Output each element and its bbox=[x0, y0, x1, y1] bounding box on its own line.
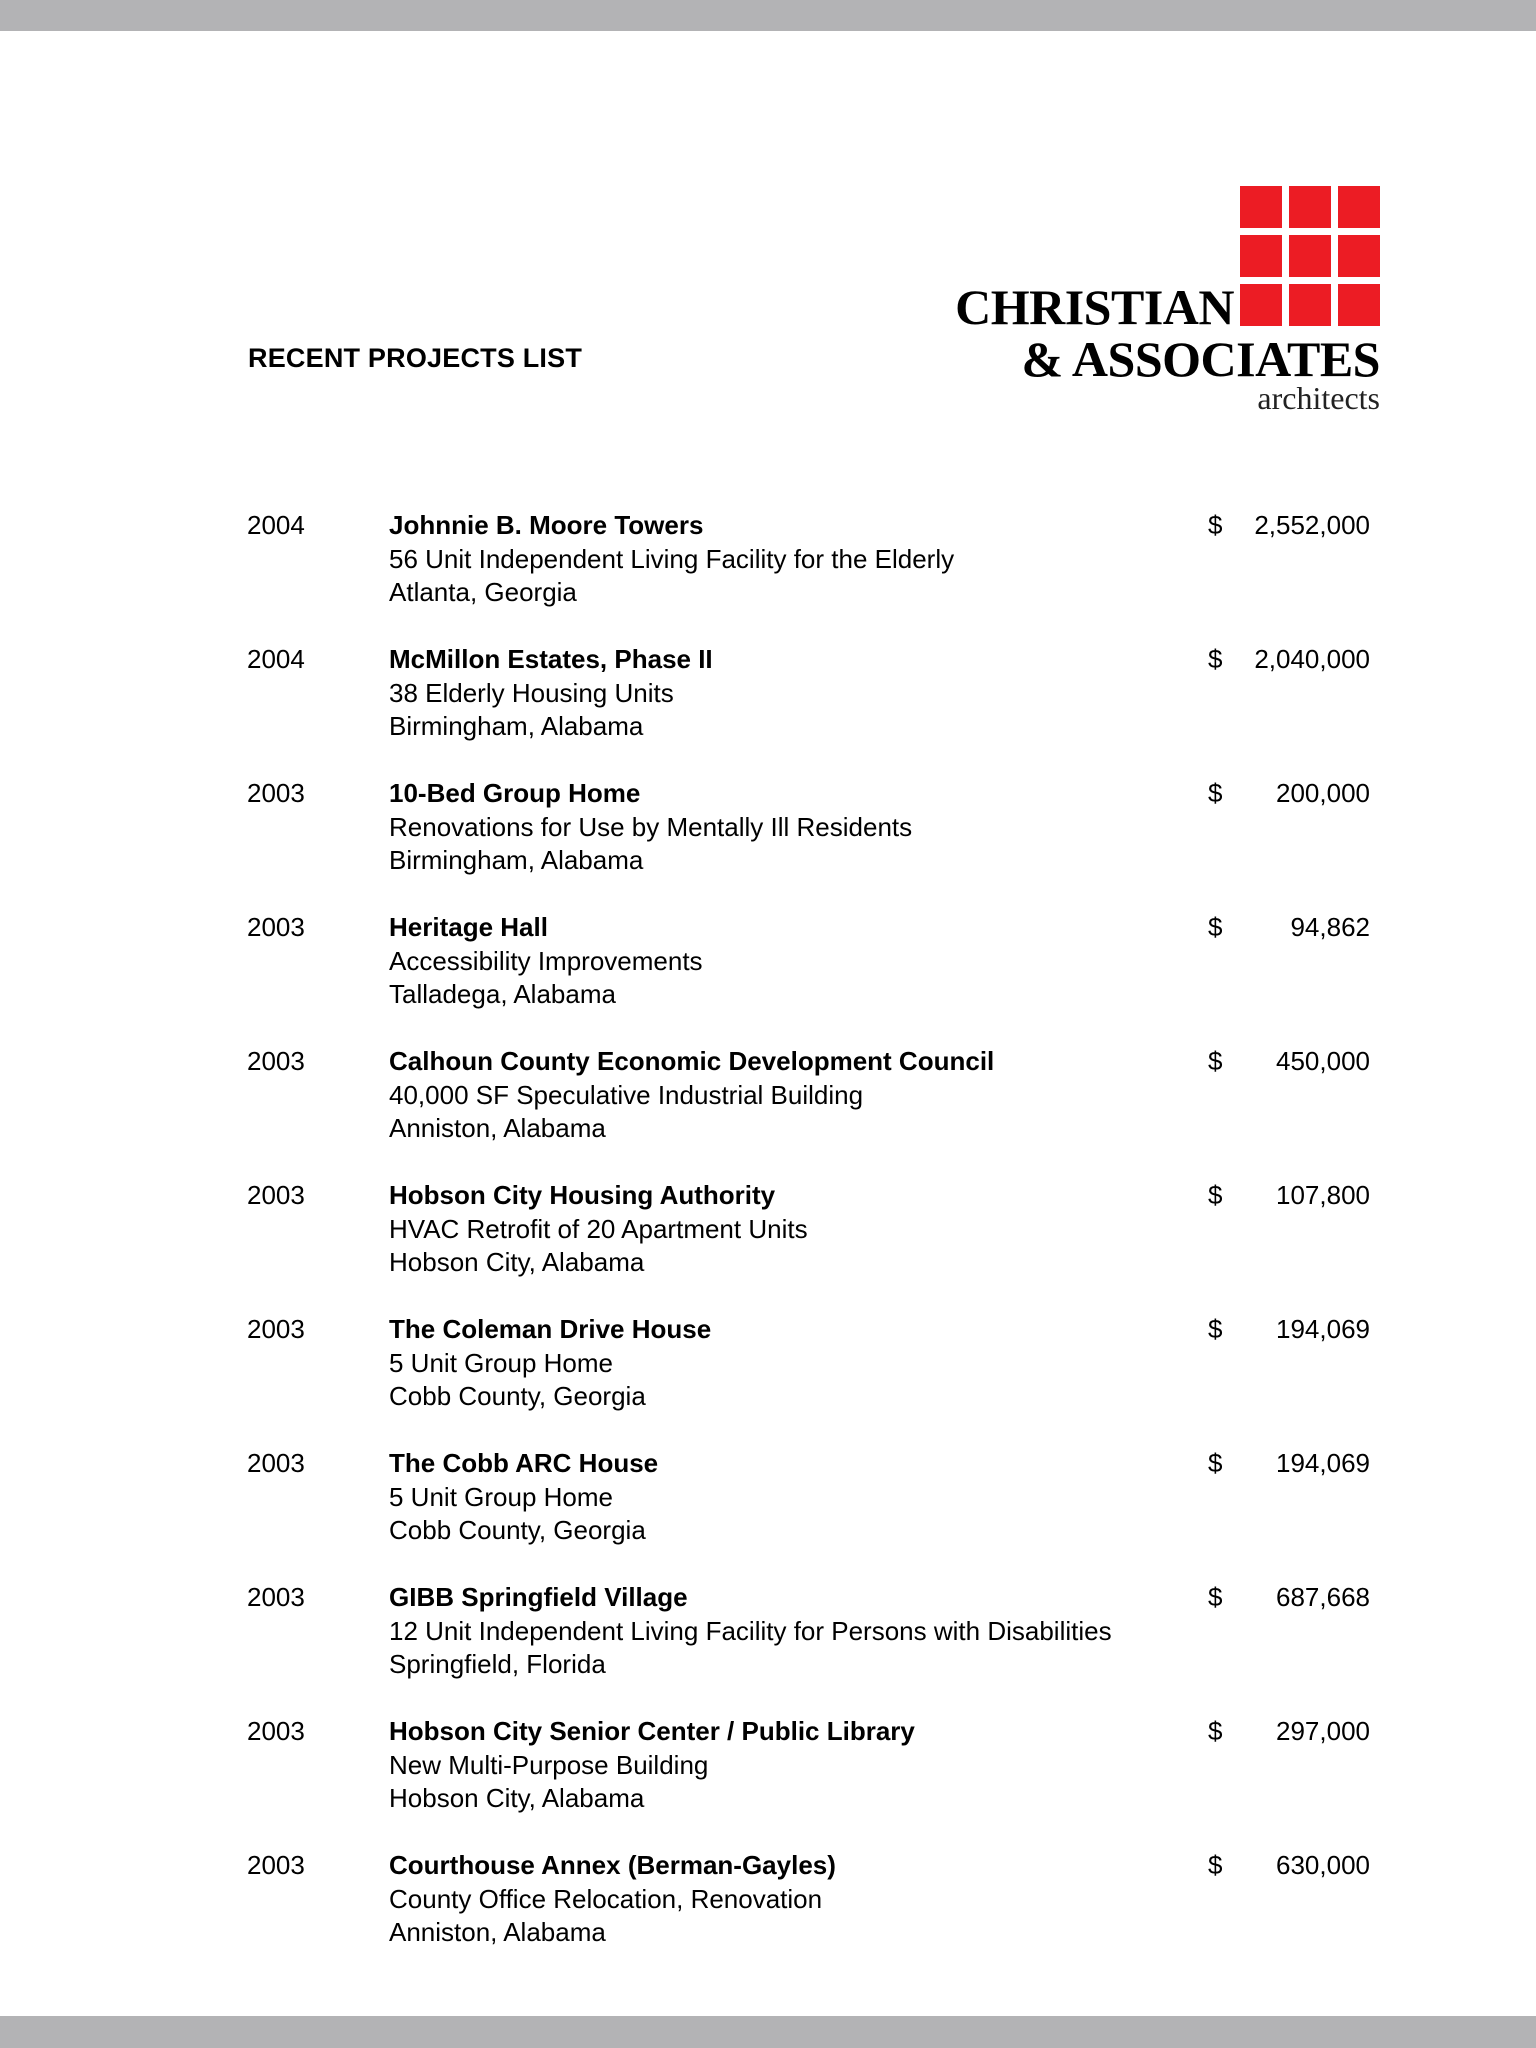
project-year: 2003 bbox=[247, 912, 305, 942]
project-row bbox=[0, 1313, 1536, 1447]
project-info bbox=[389, 509, 1189, 610]
project-description: Accessibility Improvements bbox=[389, 945, 703, 976]
project-row bbox=[0, 1447, 1536, 1581]
project-year: 2003 bbox=[247, 1180, 305, 1210]
project-name: McMillon Estates, Phase II bbox=[389, 644, 713, 674]
project-info bbox=[389, 777, 1189, 878]
project-amount: 200,000 bbox=[1276, 778, 1370, 808]
project-year: 2003 bbox=[247, 1448, 305, 1478]
document-page bbox=[0, 31, 1536, 2016]
project-info bbox=[389, 1715, 1189, 1816]
project-info bbox=[389, 1849, 1189, 1950]
project-location: Springfield, Florida bbox=[389, 1649, 606, 1679]
project-name: Calhoun County Economic Development Council bbox=[389, 1046, 995, 1076]
logo-square bbox=[1338, 284, 1380, 326]
project-row bbox=[0, 1715, 1536, 1849]
currency-symbol: $ bbox=[1208, 644, 1223, 674]
project-row bbox=[0, 1849, 1536, 1983]
project-info bbox=[389, 911, 1189, 1012]
project-location: Cobb County, Georgia bbox=[389, 1515, 646, 1545]
project-location: Talladega, Alabama bbox=[389, 979, 616, 1009]
project-amount: 2,040,000 bbox=[1254, 644, 1370, 674]
logo-square bbox=[1338, 186, 1380, 228]
logo-square bbox=[1240, 284, 1282, 326]
project-info bbox=[389, 1313, 1189, 1414]
project-location: Hobson City, Alabama bbox=[389, 1247, 645, 1277]
project-year: 2003 bbox=[247, 1582, 305, 1612]
project-row bbox=[0, 777, 1536, 911]
project-amount: 687,668 bbox=[1276, 1582, 1370, 1612]
currency-symbol: $ bbox=[1208, 1716, 1223, 1746]
project-year: 2003 bbox=[247, 1850, 305, 1880]
project-row bbox=[0, 1179, 1536, 1313]
logo-name-line2: & ASSOCIATES bbox=[1021, 331, 1380, 387]
project-location: Hobson City, Alabama bbox=[389, 1783, 645, 1813]
project-amount: 630,000 bbox=[1276, 1850, 1370, 1880]
currency-symbol: $ bbox=[1208, 1850, 1223, 1880]
project-row bbox=[0, 911, 1536, 1045]
project-name: The Coleman Drive House bbox=[389, 1314, 712, 1344]
project-location: Anniston, Alabama bbox=[389, 1113, 606, 1143]
project-row bbox=[0, 509, 1536, 643]
project-year: 2003 bbox=[247, 1314, 305, 1344]
project-description: 5 Unit Group Home bbox=[389, 1347, 613, 1378]
project-row bbox=[0, 1581, 1536, 1715]
project-year: 2003 bbox=[247, 1046, 305, 1076]
project-location: Anniston, Alabama bbox=[389, 1917, 606, 1947]
project-description: 5 Unit Group Home bbox=[389, 1481, 613, 1512]
currency-symbol: $ bbox=[1208, 778, 1223, 808]
project-location: Atlanta, Georgia bbox=[389, 577, 577, 607]
currency-symbol: $ bbox=[1208, 1046, 1223, 1076]
project-name: Heritage Hall bbox=[389, 912, 548, 942]
project-location: Birmingham, Alabama bbox=[389, 711, 644, 741]
currency-symbol: $ bbox=[1208, 1314, 1223, 1344]
logo-tagline: architects bbox=[1257, 380, 1380, 416]
project-description: County Office Relocation, Renovation bbox=[389, 1883, 823, 1914]
logo-square bbox=[1289, 284, 1331, 326]
project-name: 10-Bed Group Home bbox=[389, 778, 641, 808]
project-name: The Cobb ARC House bbox=[389, 1448, 659, 1478]
project-description: HVAC Retrofit of 20 Apartment Units bbox=[389, 1213, 808, 1244]
project-amount: 94,862 bbox=[1290, 912, 1370, 942]
project-row bbox=[0, 1045, 1536, 1179]
project-amount: 2,552,000 bbox=[1254, 510, 1370, 540]
currency-symbol: $ bbox=[1208, 1180, 1223, 1210]
logo-square bbox=[1289, 235, 1331, 277]
project-description: 12 Unit Independent Living Facility for Persons with Disabilities bbox=[389, 1615, 1112, 1646]
project-year: 2003 bbox=[247, 778, 305, 808]
project-year: 2003 bbox=[247, 1716, 305, 1746]
project-location: Cobb County, Georgia bbox=[389, 1381, 646, 1411]
project-year: 2004 bbox=[247, 644, 305, 674]
page-title: RECENT PROJECTS LIST bbox=[248, 343, 583, 373]
project-year: 2004 bbox=[247, 510, 305, 540]
project-name: Johnnie B. Moore Towers bbox=[389, 510, 704, 540]
project-name: Hobson City Senior Center / Public Library bbox=[389, 1716, 915, 1746]
logo-name-line1: CHRISTIAN bbox=[955, 279, 1234, 335]
project-info bbox=[389, 1581, 1189, 1682]
company-logo bbox=[955, 186, 1382, 416]
project-amount: 194,069 bbox=[1276, 1448, 1370, 1478]
project-description: 56 Unit Independent Living Facility for the Elderly bbox=[389, 543, 955, 574]
project-amount: 450,000 bbox=[1276, 1046, 1370, 1076]
currency-symbol: $ bbox=[1208, 1448, 1223, 1478]
currency-symbol: $ bbox=[1208, 912, 1223, 942]
logo-square bbox=[1240, 186, 1282, 228]
project-amount: 194,069 bbox=[1276, 1314, 1370, 1344]
logo-square bbox=[1240, 235, 1282, 277]
projects-list bbox=[0, 509, 1536, 1983]
project-info bbox=[389, 1179, 1189, 1280]
logo-square bbox=[1338, 235, 1380, 277]
logo-square bbox=[1289, 186, 1331, 228]
logo-grid-mark bbox=[1240, 186, 1380, 326]
project-amount: 107,800 bbox=[1276, 1180, 1370, 1210]
currency-symbol: $ bbox=[1208, 1582, 1223, 1612]
project-name: GIBB Springfield Village bbox=[389, 1582, 688, 1612]
project-name: Hobson City Housing Authority bbox=[389, 1180, 776, 1210]
project-description: New Multi-Purpose Building bbox=[389, 1749, 709, 1780]
project-description: Renovations for Use by Mentally Ill Residents bbox=[389, 811, 913, 842]
currency-symbol: $ bbox=[1208, 510, 1223, 540]
project-name: Courthouse Annex (Berman-Gayles) bbox=[389, 1850, 836, 1880]
project-info bbox=[389, 1045, 1189, 1146]
project-row bbox=[0, 643, 1536, 777]
project-info bbox=[389, 1447, 1189, 1548]
project-info bbox=[389, 643, 1189, 744]
project-amount: 297,000 bbox=[1276, 1716, 1370, 1746]
project-location: Birmingham, Alabama bbox=[389, 845, 644, 875]
project-description: 38 Elderly Housing Units bbox=[389, 677, 674, 708]
project-description: 40,000 SF Speculative Industrial Building bbox=[389, 1079, 864, 1110]
